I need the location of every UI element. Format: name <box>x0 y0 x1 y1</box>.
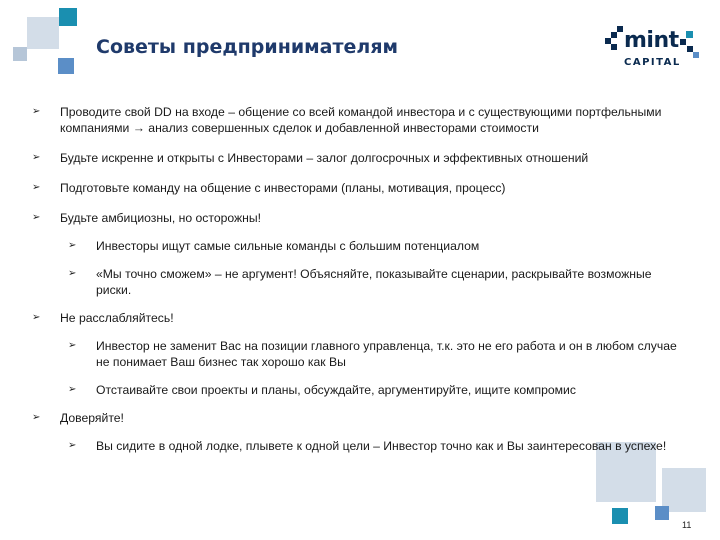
bullet-item <box>32 210 682 226</box>
sub-bullet-item <box>32 266 682 298</box>
slide-title: Советы предпринимателям <box>96 36 399 58</box>
deco-square <box>612 508 628 524</box>
deco-square <box>59 8 77 26</box>
mint-capital-logo <box>603 22 703 82</box>
deco-square <box>27 17 59 49</box>
sub-bullet-item <box>32 438 682 454</box>
bullet-arrow-icon: ➢ <box>32 182 41 193</box>
bullet-text: Вы сидите в одной лодке, плывете к одной цели – Инвестор точно как и Вы заинтересован в успехе! <box>96 439 667 453</box>
bullet-text: Будьте амбициозны, но осторожны! <box>60 211 262 225</box>
bullet-arrow-icon: ➢ <box>68 240 77 251</box>
bullet-arrow-icon: ➢ <box>68 440 77 451</box>
deco-square <box>655 506 669 520</box>
bullet-item <box>32 104 682 136</box>
bullet-text: Проводите свой DD на входе – общение со всей командой инвестора и с существующими портфельными компаниями → анализ совершенных сделок и добавленной инвесторами стоимости <box>60 105 662 135</box>
bullet-text: Подготовьте команду на общение с инвесторами (планы, мотивация, процесс) <box>60 181 506 195</box>
bullet-text: Инвестор не заменит Вас на позиции главного управленца, т.к. это не его работа и он в любом случае не понимает Ваш бизнес так хорошо как Вы <box>96 339 677 369</box>
bullet-arrow-icon: ➢ <box>32 212 41 223</box>
bullet-arrow-icon: ➢ <box>68 340 77 351</box>
bullet-arrow-icon: ➢ <box>32 412 41 423</box>
bullet-text: Отстаивайте свои проекты и планы, обсуждайте, аргументируйте, ищите компромис <box>96 383 576 397</box>
sub-bullet-item <box>32 382 682 398</box>
bullet-item <box>32 150 682 166</box>
sub-bullet-item <box>32 238 682 254</box>
bullet-item <box>32 310 682 326</box>
bullet-arrow-icon: ➢ <box>68 384 77 395</box>
bullet-arrow-icon: ➢ <box>68 268 77 279</box>
bullet-item <box>32 180 682 196</box>
bullet-text: Доверяйте! <box>60 411 124 425</box>
deco-square <box>13 47 27 61</box>
bullet-list <box>32 104 682 454</box>
page-number: 11 <box>682 520 692 530</box>
bullet-item <box>32 410 682 426</box>
bullet-text: Инвесторы ищут самые сильные команды с большим потенциалом <box>96 239 480 253</box>
bullet-arrow-icon: ➢ <box>32 312 41 323</box>
deco-square <box>58 58 74 74</box>
bullet-arrow-icon: ➢ <box>32 152 41 163</box>
logo-word: mint <box>624 28 679 53</box>
bullet-text: Не расслабляйтесь! <box>60 311 174 325</box>
sub-bullet-item <box>32 338 682 370</box>
bullet-arrow-icon: ➢ <box>32 106 41 117</box>
logo-subtitle: CAPITAL <box>624 57 681 68</box>
bullet-text: Будьте искренне и открыты с Инвесторами – залог долгосрочных и эффективных отношений <box>60 151 589 165</box>
bullet-text: «Мы точно сможем» – не аргумент! Объясняйте, показывайте сценарии, раскрывайте возможные риски. <box>96 267 652 297</box>
